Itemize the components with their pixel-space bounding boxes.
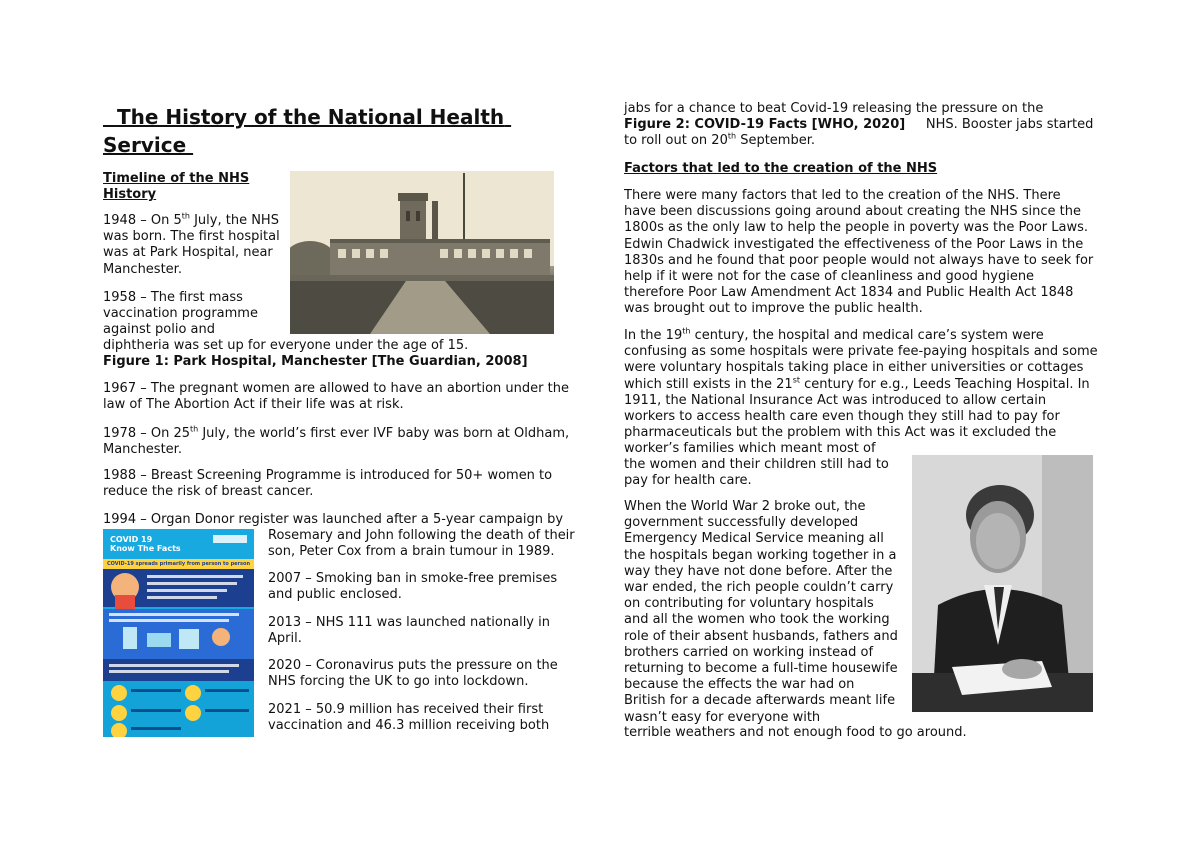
factors-heading: Factors that led to the creation of the NHS (624, 161, 938, 176)
infographic-title: COVID 19 Know The Facts (110, 535, 181, 553)
timeline-entry-2007: 2007 – Smoking ban in smoke-free premises and public enclosed. (268, 571, 558, 603)
timeline-entry-2013: 2013 – NHS 111 was launched nationally in April. (268, 615, 550, 647)
timeline-entry-1958: 1958 – The first mass vaccination programme against polio and (103, 290, 258, 338)
figure-1-caption: Figure 1: Park Hospital, Manchester [The Guardian, 2008] (103, 354, 528, 369)
timeline-entry-1988: 1988 – Breast Screening Programme is introduced for 50+ women to reduce the risk of breast cancer. (103, 468, 553, 500)
factors-paragraph-3: When the World War 2 broke out, the government successfully developed Emergency Medical Service meaning all the hospitals began working together in a way they have not done before. After the war ended, the rich people couldn’t carry on contributing for voluntary hospitals and all the women who took the working role of their absent husbands, fathers and brothers carried on working instead of returning to become a full-time housewife because the effects the war had on British for a decade afterwards meant life wasn’t easy for everyone with (624, 499, 898, 725)
timeline-entry-1994-cont: Rosemary and John following the death of their son, Peter Cox from a brain tumour in 1989. (268, 528, 575, 560)
timeline-entry-1967: 1967 – The pregnant women are allowed to have an abortion under the law of The Abortion Act if their life was at risk. (103, 381, 569, 413)
timeline-entry-1994: 1994 – Organ Donor register was launched after a 5-year campaign by (103, 512, 564, 527)
timeline-entry-1948: 1948 – On 5th July, the NHS was born. The first hospital was at Park Hospital, near Manchester. (103, 211, 280, 277)
factors-paragraph-3-last-line: terrible weathers and not enough food to go around. (624, 725, 967, 740)
factors-paragraph-1: There were many factors that led to the creation of the NHS. There have been discussions going around about creating the NHS since the 1800s as the only law to help the people in poverty was the Poor Laws. Edwin Chadwick investigated the effectiveness of the Poor Laws in the 1830s and he found that poor people would not always have to seek for help if it were not for the case of cleanliness and good hygiene therefore Poor Law Amendment Act 1834 and Public Health Act 1848 was brought out to improve the public health. (624, 188, 1094, 317)
figure-2-caption: Figure 2: COVID-19 Facts [WHO, 2020] (624, 117, 906, 133)
timeline-entry-2021: 2021 – 50.9 million has received their first vaccination and 46.3 million receiving both (268, 702, 550, 734)
timeline-entry-1958-cont: diphtheria was set up for everyone under the age of 15. (103, 338, 469, 353)
park-hospital-photo (290, 171, 554, 334)
timeline-heading: Timeline of the NHS History (103, 171, 250, 203)
factors-paragraph-2: In the 19th century, the hospital and medical care’s system were confusing as some hospitals were private fee-paying hospitals and some were voluntary hospitals taking place in either universities or cottages which still exists in the 21st century for e.g., Leeds Teaching Hospital. In 1911, the National Insurance Act was introduced to allow certain workers to access health care even though they still had to pay for pharmaceuticals but the problem with this Act was it excluded the (624, 326, 1098, 441)
timeline-entry-2020: 2020 – Coronavirus puts the pressure on the NHS forcing the UK to go into lockdown. (268, 658, 558, 690)
page-title: The History of the National Health Service (103, 105, 512, 157)
timeline-entry-1978: 1978 – On 25th July, the world’s first ever IVF baby was born at Oldham, Manchester. (103, 424, 570, 458)
infographic-banner: COVID-19 spreads primarily from person to person (107, 561, 250, 567)
aneurin-bevan-portrait (912, 455, 1093, 712)
factors-paragraph-2-wrap: worker’s families which meant most of the women and their children still had to pay for health care. (624, 441, 889, 489)
covid-facts-infographic (103, 529, 254, 737)
continuation-paragraph: jabs for a chance to beat Covid-19 releasing the pressure on the Figure 2: COVID-19 Facts [WHO, 2020] NHS. Booster jabs started to roll out on 20th September. (624, 101, 1098, 149)
